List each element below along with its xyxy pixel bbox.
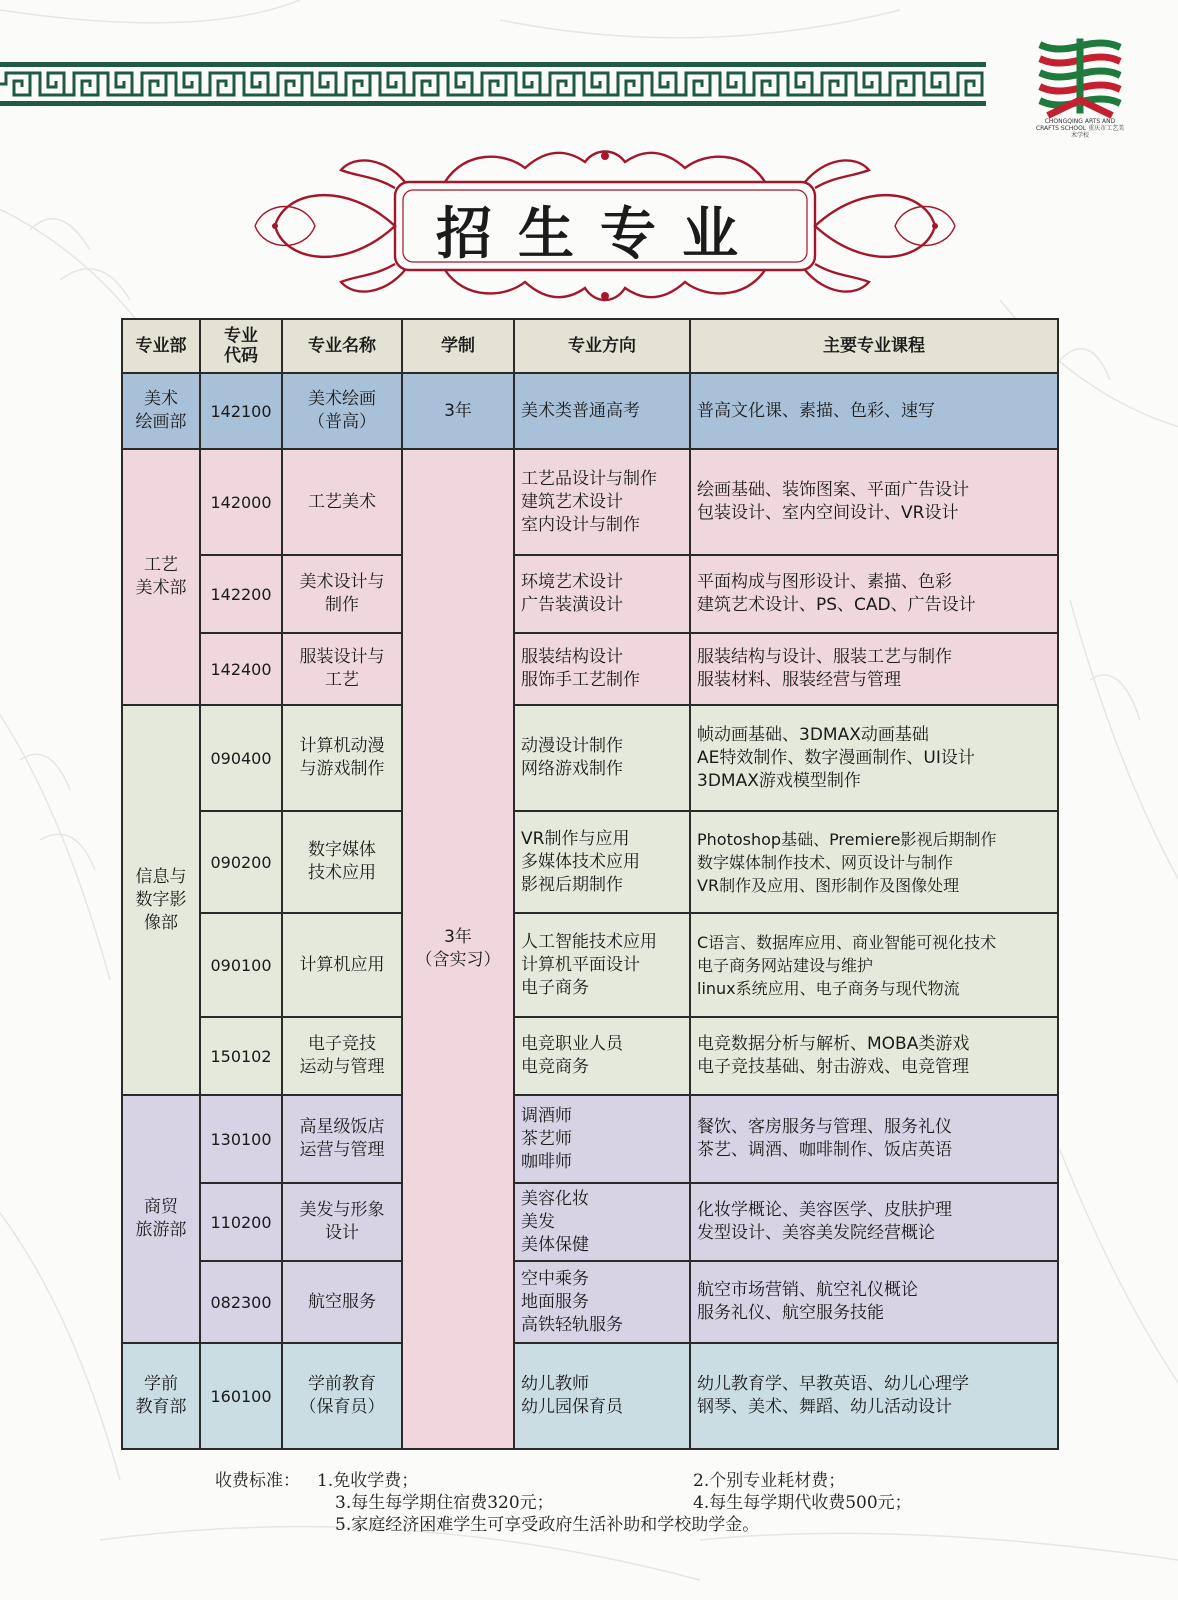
header-name: 专业名称 <box>282 319 402 373</box>
direction-cell: 幼儿教师 幼儿园保育员 <box>514 1343 690 1449</box>
fee-label: 收费标准： <box>215 1471 300 1491</box>
code-cell: 130100 <box>200 1095 282 1183</box>
name-cell: 航空服务 <box>282 1261 402 1343</box>
page-title: 招生专业 <box>436 201 764 267</box>
direction-cell: 美术类普通高考 <box>514 373 690 449</box>
code-cell: 110200 <box>200 1183 282 1261</box>
name-cell: 计算机应用 <box>282 913 402 1017</box>
dept-cell: 商贸 旅游部 <box>122 1095 200 1343</box>
table-row <box>122 1261 1058 1343</box>
table-row <box>122 633 1058 705</box>
shared-years-cell: 3年 （含实习） <box>402 449 514 1449</box>
courses-cell: C语言、数据库应用、商业智能可视化技术 电子商务网站建设与维护 linux系统应用、电子商务与现代物流 <box>690 913 1058 1017</box>
courses-cell: 服装结构与设计、服装工艺与制作 服装材料、服装经营与管理 <box>690 633 1058 705</box>
header-code: 专业 代码 <box>200 319 282 373</box>
direction-cell: 环境艺术设计 广告装潢设计 <box>514 555 690 633</box>
fee-item: 3.每生每学期住宿费320元； <box>335 1493 554 1513</box>
fret-border <box>0 62 986 106</box>
courses-cell: 餐饮、客房服务与管理、服务礼仪 茶艺、调酒、咖啡制作、饭店英语 <box>690 1095 1058 1183</box>
dept-cell: 信息与 数字影 像部 <box>122 705 200 1095</box>
name-cell: 数字媒体 技术应用 <box>282 811 402 913</box>
header-courses: 主要专业课程 <box>690 319 1058 373</box>
table-row <box>122 705 1058 811</box>
code-cell: 142200 <box>200 555 282 633</box>
code-cell: 160100 <box>200 1343 282 1449</box>
courses-cell: 平面构成与图形设计、素描、色彩 建筑艺术设计、PS、CAD、广告设计 <box>690 555 1058 633</box>
direction-cell: 美容化妆 美发 美体保健 <box>514 1183 690 1261</box>
courses-cell: 绘画基础、装饰图案、平面广告设计 包装设计、室内空间设计、VR设计 <box>690 449 1058 555</box>
code-cell: 142400 <box>200 633 282 705</box>
table-row <box>122 1183 1058 1261</box>
courses-cell: 航空市场营销、航空礼仪概论 服务礼仪、航空服务技能 <box>690 1261 1058 1343</box>
fee-item: 5.家庭经济困难学生可享受政府生活补助和学校助学金。 <box>335 1515 760 1535</box>
header-dept: 专业部 <box>122 319 200 373</box>
code-cell: 090100 <box>200 913 282 1017</box>
table-header-row <box>122 319 1058 373</box>
direction-cell: 空中乘务 地面服务 高铁轻轨服务 <box>514 1261 690 1343</box>
code-cell: 150102 <box>200 1017 282 1095</box>
name-cell: 工艺美术 <box>282 449 402 555</box>
direction-cell: 人工智能技术应用 计算机平面设计 电子商务 <box>514 913 690 1017</box>
direction-cell: 服装结构设计 服饰手工艺制作 <box>514 633 690 705</box>
table-row <box>122 373 1058 449</box>
table-row <box>122 449 1058 555</box>
name-cell: 美术设计与 制作 <box>282 555 402 633</box>
majors-table <box>121 318 1059 1450</box>
logo-caption: CHONGQING ARTS AND CRAFTS SCHOOL 重庆市工艺美术学校 <box>1035 118 1125 139</box>
header-years: 学制 <box>402 319 514 373</box>
fee-item: 4.每生每学期代收费500元； <box>693 1493 912 1513</box>
code-cell: 090400 <box>200 705 282 811</box>
header-direction: 专业方向 <box>514 319 690 373</box>
table-row <box>122 555 1058 633</box>
courses-cell: 普高文化课、素描、色彩、速写 <box>690 373 1058 449</box>
direction-cell: 调酒师 茶艺师 咖啡师 <box>514 1095 690 1183</box>
table-row <box>122 1017 1058 1095</box>
fee-item: 2.个别专业耗材费； <box>693 1471 846 1491</box>
table-row <box>122 811 1058 913</box>
name-cell: 学前教育 （保育员） <box>282 1343 402 1449</box>
years-cell: 3年 <box>402 373 514 449</box>
table-row <box>122 1095 1058 1183</box>
direction-cell: VR制作与应用 多媒体技术应用 影视后期制作 <box>514 811 690 913</box>
courses-cell: Photoshop基础、Premiere影视后期制作 数字媒体制作技术、网页设计与制作 VR制作及应用、图形制作及图像处理 <box>690 811 1058 913</box>
dept-cell: 工艺 美术部 <box>122 449 200 705</box>
code-cell: 142100 <box>200 373 282 449</box>
fee-item: 1.免收学费； <box>317 1471 419 1491</box>
name-cell: 美术绘画 （普高） <box>282 373 402 449</box>
table-row <box>122 1343 1058 1449</box>
code-cell: 090200 <box>200 811 282 913</box>
direction-cell: 动漫设计制作 网络游戏制作 <box>514 705 690 811</box>
table-row <box>122 913 1058 1017</box>
dept-cell: 美术 绘画部 <box>122 373 200 449</box>
dept-cell: 学前 教育部 <box>122 1343 200 1449</box>
courses-cell: 幼儿教育学、早教英语、幼儿心理学 钢琴、美术、舞蹈、幼儿活动设计 <box>690 1343 1058 1449</box>
name-cell: 电子竞技 运动与管理 <box>282 1017 402 1095</box>
code-cell: 142000 <box>200 449 282 555</box>
code-cell: 082300 <box>200 1261 282 1343</box>
name-cell: 高星级饭店 运营与管理 <box>282 1095 402 1183</box>
courses-cell: 化妆学概论、美容医学、皮肤护理 发型设计、美容美发院经营概论 <box>690 1183 1058 1261</box>
name-cell: 美发与形象 设计 <box>282 1183 402 1261</box>
name-cell: 计算机动漫 与游戏制作 <box>282 705 402 811</box>
name-cell: 服装设计与 工艺 <box>282 633 402 705</box>
direction-cell: 工艺品设计与制作 建筑艺术设计 室内设计与制作 <box>514 449 690 555</box>
courses-cell: 电竞数据分析与解析、MOBA类游戏 电子竞技基础、射击游戏、电竞管理 <box>690 1017 1058 1095</box>
courses-cell: 帧动画基础、3DMAX动画基础 AE特效制作、数字漫画制作、UI设计 3DMAX游戏模型制作 <box>690 705 1058 811</box>
direction-cell: 电竞职业人员 电竞商务 <box>514 1017 690 1095</box>
fee-notes <box>215 1470 1015 1536</box>
